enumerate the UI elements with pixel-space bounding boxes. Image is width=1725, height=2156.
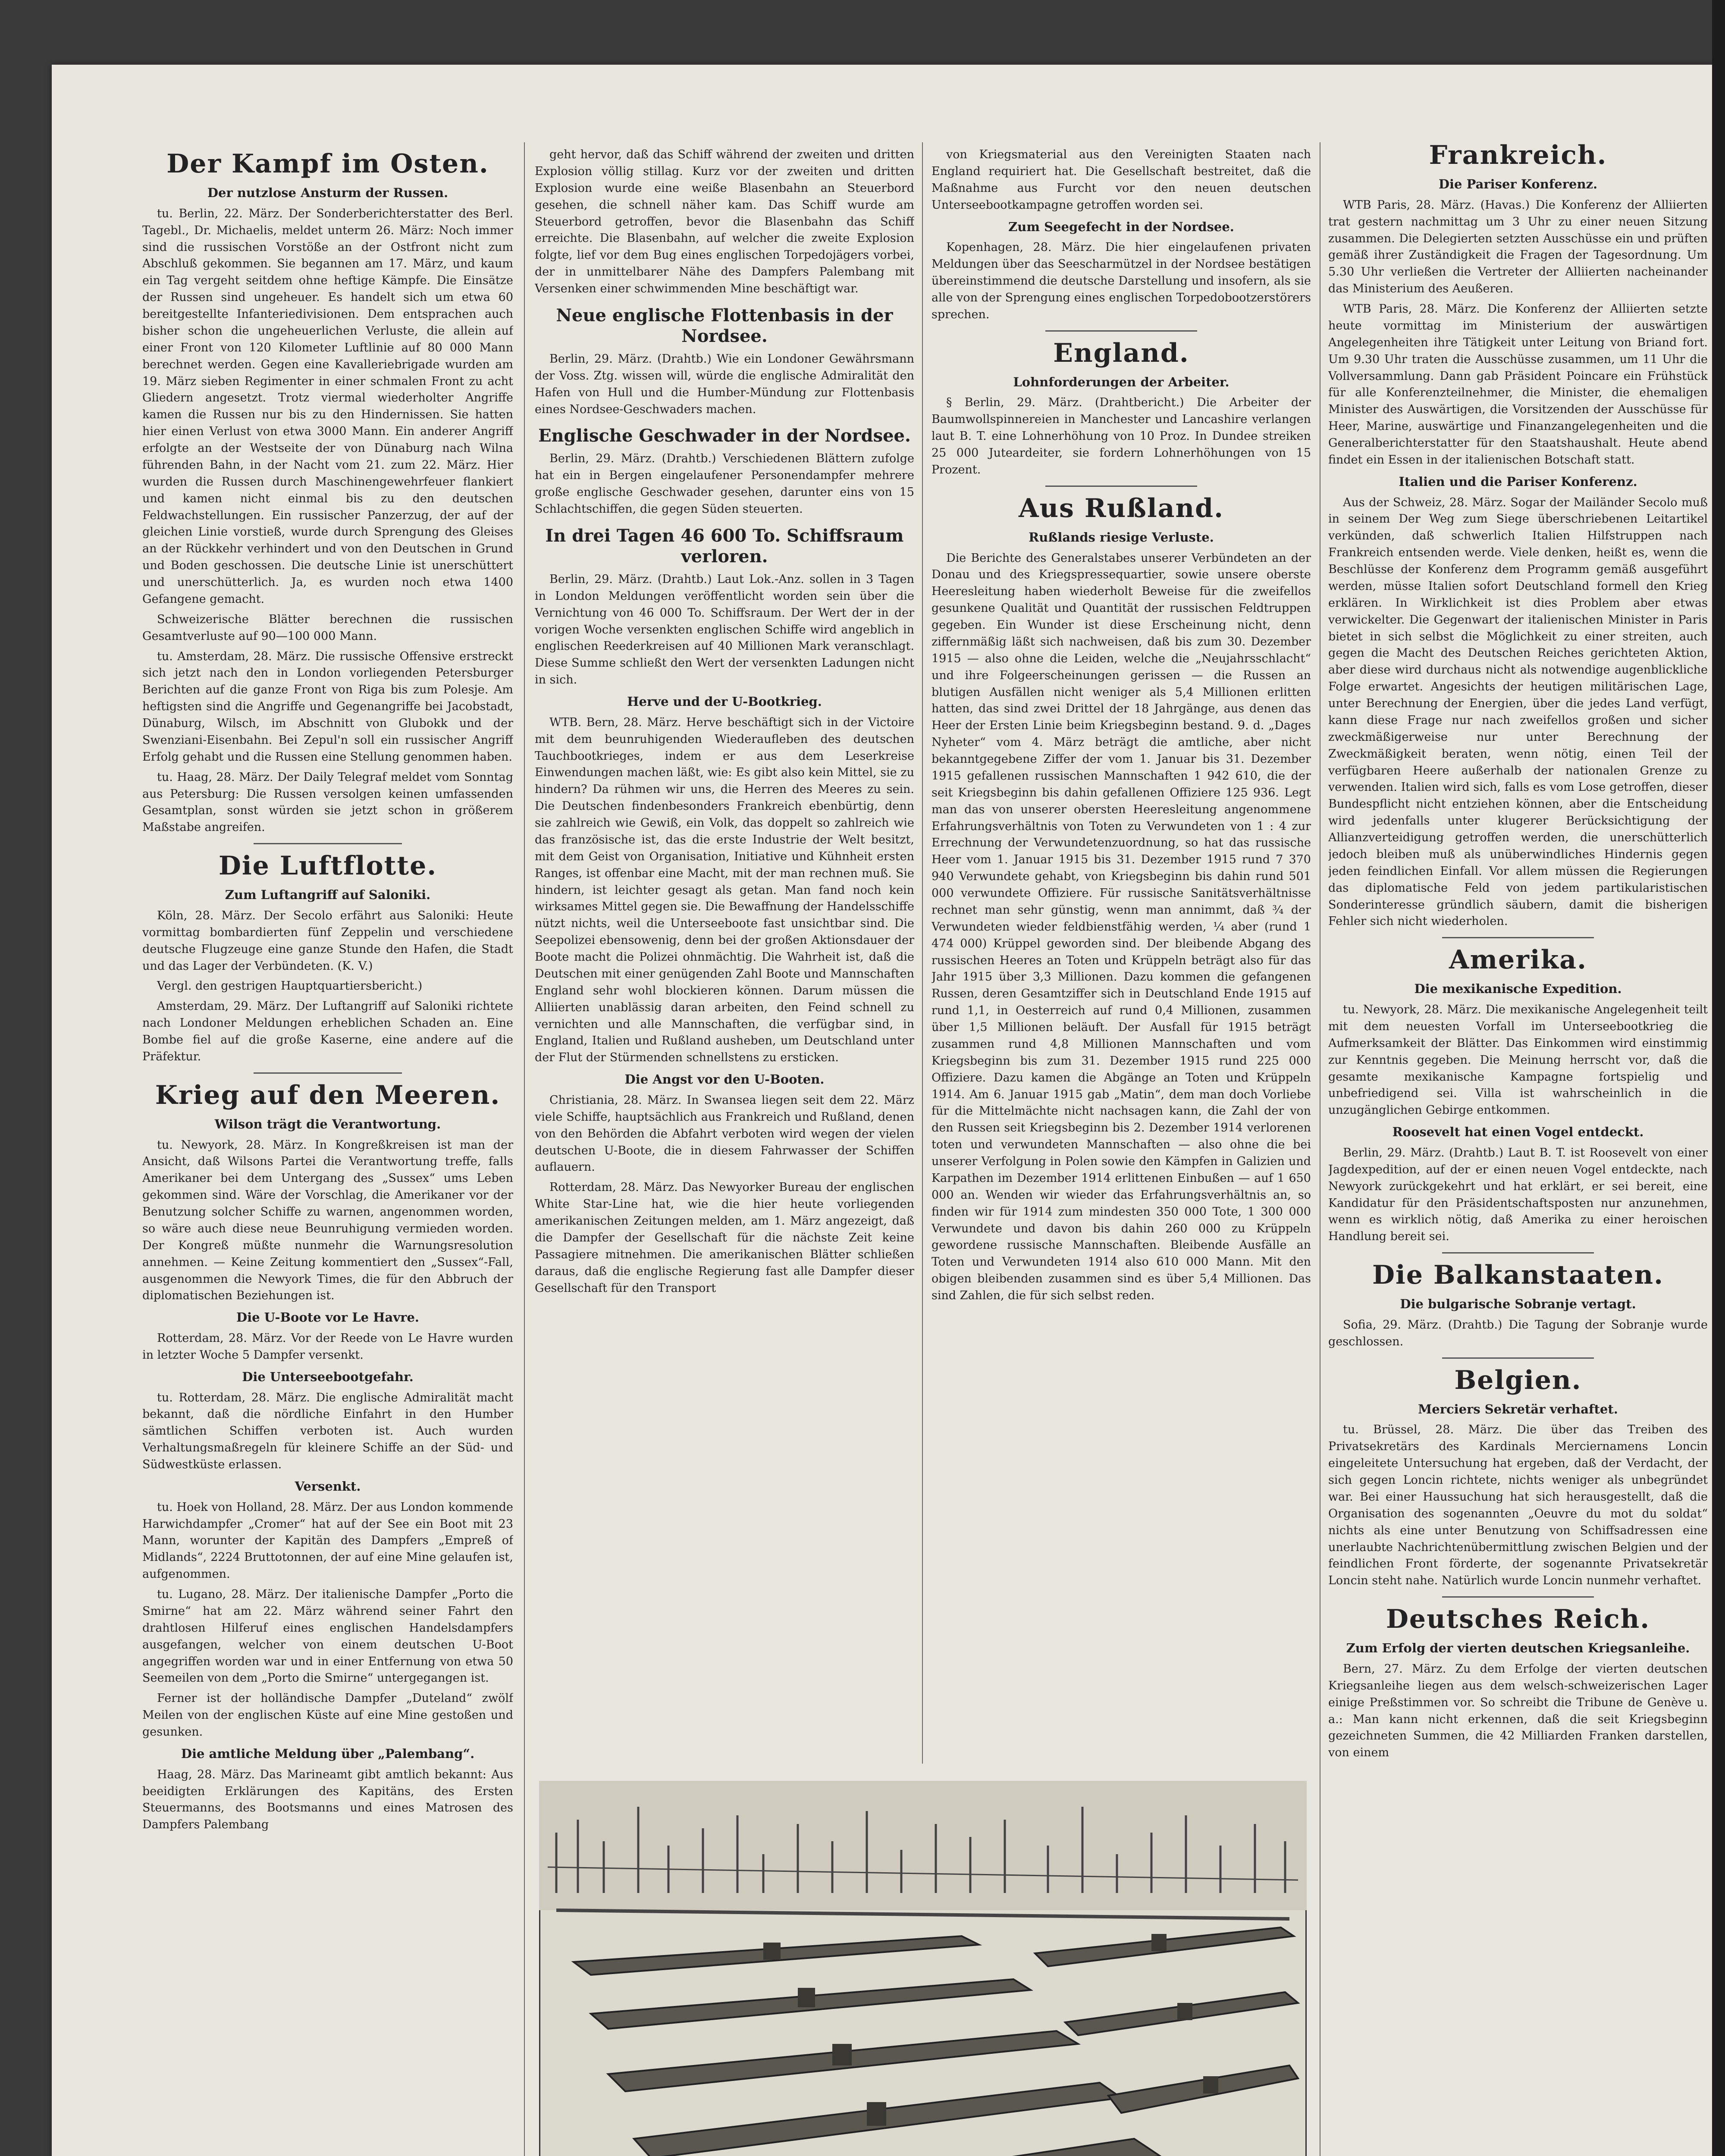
article-paragraph: WTB. Bern, 28. März. Herve beschäftigt sich in der Victoire mit dem beunruhigenden Wiederaufleben des deutschen Tauchbootkrieges, indem er aus dem Leserkreise Einwendungen machen läßt, wie: Es gibt also kein Mittel, sie zu hindern? Da rühmen wir uns, die Herren des Meeres zu sein. Die Deutschen findenbesonders Frankreich ebenbürtig, denn sie zahlreich wie Gewiß, ein Volk, das doppelt so zahlreich wie das französische ist, das die erste Industrie der Welt besitzt, mit dem Geist von Organisation, Initiative und Kühnheit ersten Ranges, ist offenbar eine Macht, mit der man rechnen muß. Sie hindern, ist leichter gesagt als getan. Man fand noch kein wirksames Mittel gegen sie. Die Bewaffnung der Handelsschiffe nützt nichts, weil die Unterseeboote fast unsichtbar sind. Die Seepolizei ebensowenig, denn bei der großen Aktionsdauer der Boote macht die Polizei ohnmächtig. Die Wahrheit ist, daß die Deutschen mit einer genügenden Zahl Boote und Mannschaften England sehr wohl blockieren können. Darum müssen die Alliierten unablässig daran arbeiten, den Feind schnell zu vernichten und alle Mannschaften, die verfügbar sind, in England, Italien und Rußland ausheben, um Deutschland unter der Flut der Stürmenden schnellstens zu ersticken. — [535, 715, 914, 1065]
article-paragraph: tu. Newyork, 28. März. In Kongreßkreisen ist man der Ansicht, daß Wilsons Partei die Verantwortung treffe, falls Amerikaner bei dem Untergang des „Sussex“ ums Leben gekommen sind. Wäre der Vorschlag, die Amerikaner vor der Benutzung solcher Schiffe zu warnen, angenommen worden, so wäre auch diese neue Beunruhigung vermieden worden. Der Kongreß müßte nunmehr die Warnungsresolution annehmen. — Keine Zeitung kommentiert den „Sussex“-Fall, ausgenommen die Newyork Times, die für den Abbruch der diplomatischen Beziehungen ist. — [142, 1138, 513, 1303]
subhead: Die Pariser Konferenz. — [1438, 177, 1598, 191]
subhead: Die mexikanische Expedition. — [1414, 981, 1622, 997]
subhead: Rußlands riesige Verluste. — [1029, 530, 1214, 545]
headline-flottenbasis: Neue englische Flottenbasis in der Nordsee. — [556, 305, 893, 346]
article-paragraph: Ferner ist der holländische Dampfer „Duteland“ zwölf Meilen von der englischen Küste auf eine Mine gestoßen und gesunken. — [142, 1692, 513, 1739]
article-paragraph: Berlin, 29. März. (Drahtb.) Verschiedenen Blättern zufolge hat ein in Bergen eingelaufener Personendampfer mehrere große englische Geschwader gesehen, darunter eins von 15 Schlachtschiffen, die gegen Süden steuerten. — [535, 452, 914, 516]
subhead: Wilson trägt die Verantwortung. — [214, 1116, 441, 1131]
article-paragraph: § Berlin, 29. März. (Drahtbericht.) Die Arbeiter der Baumwollspinnereien in Manchester und Lancashire verlangen laut B. T. eine Lohnerhöhung von 10 Proz. In Dundee streiken 25 000 Juteardeiter, sie fordern Lohnerhöhungen von 15 Prozent. — [932, 396, 1311, 476]
article-paragraph: Aus der Schweiz, 28. März. Sogar der Mailänder Secolo muß in seinem Der Weg zum Siege überschriebenen Leitartikel verkünden, daß schwerlich Italien Hilfstruppen nach Frankreich entsenden werde. Viele denken, heißt es, wenn die Beschlüsse der Konferenz dem Programm gemäß ausgeführt werden, müsse Italien sofort Deutschland formell den Krieg erklären. In Wirklichkeit ist dies Problem aber etwas verwickelter. Die Gegenwart der italienischen Minister in Paris bietet in sich selbst die Möglichkeit zu einer streiten, auch gegen die Macht des Deutschen Reiches gerichteten Aktion, aber diese wird durchaus nicht als notwendige augenblickliche Folge erwartet. Angesichts der heutigen militärischen Lage, unter Berechnung der Energien, über die jedes Land verfügt, kann diese Frage nur nach zweifellos großen und sicher zweckmäßigerweise nur unter Berechnung der Zweckmäßigkeit beraten, wenn nötig, einen Teil der verfügbaren Heere außerhalb der nationalen Grenze zu verwenden. Italien wird sich, falls es vom Lose getroffen, dieser Bundespflicht nicht entziehen können, aber die Entscheidung wird jedenfalls unter klugerer Berücksichtigung der Allianzverteidigung getroffen werden, die unerschütterlich jedoch bleiben muß als unüberwindliches Hindernis gegen jeden feindlichen Einfall. Vor allem müssen die Regierungen das diplomatische Feld von jedem partikularistischen Sonderinteresse gründlich säubern, damit die bisherigen Fehler sich nicht wiederholen. — [1328, 495, 1708, 928]
article-paragraph: tu. Amsterdam, 28. März. Die russische Offensive erstreckt sich jetzt nach den in London vorliegenden Petersburger Berichten auf die ganze Front von Riga bis zum Polesje. Am heftigsten sind die Angriffe und Gegenangriffe bei Jacobstadt, Dünaburg, Wilsch, im Abschnitt von Glubokk und der Swenziani-Eisenbahn. Bei Zepul'n soll ein russischer Angriff Erfolg gehabt und die Russen eine Stellung genommen haben. — [142, 649, 513, 764]
binding-edge — [1712, 0, 1725, 2156]
submarine-harbor-illustration — [539, 1781, 1307, 2156]
headline-osten: Der Kampf im Osten. — [166, 149, 489, 179]
column-1 — [142, 147, 513, 2156]
section-rule — [254, 1072, 402, 1074]
subhead: Roosevelt hat einen Vogel entdeckt. — [1392, 1125, 1644, 1140]
article-paragraph: Christiania, 28. März. In Swansea liegen seit dem 22. März viele Schiffe, hauptsächlich aus Frankreich und Rußland, denen von den Behörden die Abfahrt verboten wird wegen der vielen deutschen U-Boote, die in diesem Fahrwasser der Schiffen auflauern. — [535, 1093, 914, 1174]
subhead: Zum Seegefecht in der Nordsee. — [1008, 219, 1234, 234]
headline-deutsches-reich: Deutsches Reich. — [1386, 1604, 1650, 1635]
article-paragraph: tu. Brüssel, 28. März. Die über das Treiben des Privatsekretärs des Kardinals Merciernamens Loncin eingeleitete Untersuchung hat ergeben, daß der Verdacht, der sich gegen Loncin richtete, nichts weniger als unbegründet war. Bei einer Haussuchung hat sich herausgestellt, daß die Organisation des sogenannten „Oeuvre du mot du soldat“ nichts als eine unter Benutzung von Schiffsadressen eine unerlaubte Nachrichtenübermittlung zwischen Belgien und der feindlichen Front förderte, der sogenannte Privatsekretär Loncin steht nahe. Natürlich wurde Loncin nunmehr verhaftet. — [1328, 1423, 1708, 1588]
headline-meere: Krieg auf den Meeren. — [155, 1080, 501, 1110]
headline-luftflotte: Die Luftflotte. — [218, 851, 437, 881]
subhead: Italien und die Pariser Konferenz. — [1399, 474, 1637, 489]
article-paragraph: tu. Hoek von Holland, 28. März. Der aus London kommende Harwichdampfer „Cromer“ hat auf der See ein Boot mit 23 Mann, worunter der Kapitän des Dampfers „Empreß of Midlands“, 2224 Bruttotonnen, der auf eine Mine gelaufen ist, aufgenommen. — [142, 1500, 513, 1581]
article-paragraph: Kopenhagen, 28. März. Die hier eingelaufenen privaten Meldungen über das Seescharmützel in der Nordsee bestätigen übereinstimmend die deutsche Darstellung und insofern, als sie alle von der Sprengung eines englischen Torpedobootzerstörers sprechen. — [932, 241, 1311, 321]
article-paragraph: tu. Lugano, 28. März. Der italienische Dampfer „Porto die Smirne“ hat am 22. März während seiner Fahrt den drahtlosen Hilferuf eines englischen Handelsdampfers ausgefangen, welcher von einem deutschen U-Boot angegriffen worden war und in einer Entfernung von etwa 50 Seemeilen von dem „Porto die Smirne“ untergegangen ist. — [142, 1588, 513, 1685]
headline-schiffsraum: In drei Tagen 46 600 To. Schiffsraum verloren. — [545, 525, 904, 567]
section-rule — [1442, 1596, 1594, 1598]
article-paragraph: Vergl. den gestrigen Hauptquartiersbericht.) — [157, 979, 423, 993]
subhead: Die amtliche Meldung über „Palembang“. — [181, 1746, 475, 1761]
headline-balkan: Die Balkanstaaten. — [1372, 1260, 1664, 1291]
column-2 — [535, 147, 914, 1768]
subhead: Die U-Boote vor Le Havre. — [236, 1310, 420, 1325]
column-divider — [922, 142, 923, 1764]
article-paragraph: WTB Paris, 28. März. Die Konferenz der Alliierten setzte heute vormittag im Ministerium der auswärtigen Angelegenheiten ihre Tätigkeit unter Leitung von Briand fort. Um 9.30 Uhr traten die Ausschüsse zusammen, um 11 Uhr die Vollversammlung. Dann gab Präsident Poincare ein Frühstück für alle Konferenzteilnehmer, die Minister, die ehemaligen Minister des Auswärtigen, die Vorsitzenden der Ausschüsse für Heer, Marine, auswärtige und Finanzangelegenheiten und die Generalberichterstatter für den Staatshaushalt. Heute abend findet ein Essen in der italienischen Botschaft statt. — [1328, 302, 1708, 467]
column-divider — [524, 142, 525, 2156]
article-paragraph: Sofia, 29. März. (Drahtb.) Die Tagung der Sobranje wurde geschlossen. — [1328, 1318, 1708, 1348]
column-4 — [1328, 138, 1708, 2156]
headline-england: England. — [1053, 338, 1189, 368]
section-rule — [1442, 937, 1594, 938]
headline-belgien: Belgien. — [1454, 1365, 1582, 1395]
section-rule — [1045, 330, 1197, 332]
subhead: Herve und der U-Bootkrieg. — [627, 694, 822, 709]
article-paragraph: Rotterdam, 28. März. Das Newyorker Bureau der englischen White Star-Line hat, wie die hier heute vorliegenden amerikanischen Zeitungen melden, am 1. März angezeigt, daß die Dampfer der Gesellschaft für die nächste Zeit keine Passagiere mitnehmen. Die amerikanischen Blätter schließen daraus, daß die englische Regierung fast alle Dampfer dieser Gesellschaft für den Transport — [535, 1181, 914, 1295]
article-paragraph: Berlin, 29. März. (Drahtb.) Laut Lok.-Anz. sollen in 3 Tagen in London Meldungen veröffentlicht worden sein über die Vernichtung von 46 000 To. Schiffsraum. Der Wert der in der vorigen Woche versenkten englischen Schiffe wird angeblich in englischen Reederkreisen auf 40 Millionen Mark veranschlagt. Diese Summe schließt den Wert der versenkten Ladungen nicht in sich. — [535, 572, 914, 687]
subhead: Zum Erfolg der vierten deutschen Kriegsanleihe. — [1346, 1641, 1690, 1656]
subhead: Die Angst vor den U-Booten. — [624, 1072, 825, 1087]
article-paragraph: Haag, 28. März. Das Marineamt gibt amtlich bekannt: Aus beeidigten Erklärungen des Kapitäns, des Ersten Steuermanns, des Bootsmanns und eines Matrosen des Dampfers Palembang — [142, 1767, 513, 1832]
subhead: Der nutzlose Ansturm der Russen. — [207, 185, 448, 200]
column-3 — [932, 147, 1311, 1768]
subhead: Versenkt. — [295, 1479, 361, 1494]
headline-geschwader: Englische Geschwader in der Nordsee. — [538, 426, 911, 446]
subhead: Lohnforderungen der Arbeiter. — [1013, 374, 1229, 389]
article-paragraph: WTB Paris, 28. März. (Havas.) Die Konferenz der Alliierten trat gestern nachmittag um 3 Uhr zu einer neuen Sitzung zusammen. Die Delegierten setzten Ausschüsse ein und prüften gemäß ihrer Zuständigkeit die Fragen der Tagesordnung. Um 5.30 Uhr verließen die Vertreter der Alliierten nacheinander das Ministerium des Aeußeren. — [1328, 198, 1708, 296]
subhead: Die bulgarische Sobranje vertagt. — [1400, 1297, 1636, 1312]
article-paragraph: Schweizerische Blätter berechnen die russischen Gesamtverluste auf 90—100 000 Mann. — [142, 612, 513, 643]
subhead: Merciers Sekretär verhaftet. — [1418, 1401, 1618, 1416]
section-rule — [254, 843, 402, 844]
headline-frankreich: Frankreich. — [1429, 140, 1607, 170]
article-paragraph: Amsterdam, 29. März. Der Luftangriff auf Saloniki richtete nach Londoner Meldungen erheblichen Schaden an. Eine Bombe fiel auf die große Kaserne, eine andere auf die Präfektur. — [142, 1000, 513, 1063]
article-paragraph: Rotterdam, 28. März. Vor der Reede von Le Havre wurden in letzter Woche 5 Dampfer versenkt. — [142, 1332, 513, 1362]
headline-amerika: Amerika. — [1449, 945, 1587, 975]
subhead: Die Unterseebootgefahr. — [242, 1369, 414, 1384]
article-paragraph: von Kriegsmaterial aus den Vereinigten Staaten nach England requiriert hat. Die Gesellschaft bestreitet, daß die Maßnahme aus Furcht vor den neuen deutschen Unterseebootkampagne getroffen worden sei. — [932, 148, 1311, 212]
headline-russland: Aus Rußland. — [1018, 493, 1224, 523]
article-paragraph: geht hervor, daß das Schiff während der zweiten und dritten Explosion völlig stillag. Kurz vor der zweiten und dritten Explosion wurde eine weiße Blasenbahn an Steuerbord gesehen, die schnell näher kam. Das Schiff wurde am Steuerbord getroffen, bevor die Blasenbahn das Schiff erreichte. Die Blasenbahn, auf welcher die zweite Explosion folgte, lief vor dem Bug eines englischen Torpedojägers vorbei, der in unmittelbarer Nähe des Dampfers Palembang mit Versenken einer schwimmenden Mine beschäftigt war. — [535, 148, 914, 295]
article-paragraph: tu. Rotterdam, 28. März. Die englische Admiralität macht bekannt, daß die nördliche Einfahrt in den Humber sämtlichen Schiffen verboten ist. Auch wurden Verhaltungsmaßregeln für kleinere Schiffe an der Süd- und Südwestküste erlassen. — [142, 1391, 513, 1471]
article-paragraph: Die Berichte des Generalstabes unserer Verbündeten an der Donau und des Kriegspressequartier, sowie unsere oberste Heeresleitung haben wiederholt Beweise für die zweifellos gesunkene Qualität und Quantität der russischen Feldtruppen gegeben. Ein Wunder ist diese Erscheinung nicht, denn ziffernmäßig läßt sich nachweisen, daß bis zum 30. Dezember 1915 — also ohne die Leiden, welche die „Neujahrsschlacht“ und ihre Folgeerscheinungen gerissen — die Russen an blutigen Ausfällen nicht weniger als 5,4 Millionen erlitten hatten, das sind zwei Drittel der 18 Jahrgänge, aus denen das Heer der Ersten Linie beim Kriegsbeginn bestand. 9. d. „Dages Nyheter“ vom 4. März beträgt die amtliche, aber nicht bekanntgegebene Ziffer der vom 1. Januar bis 31. Dezember 1915 gefallenen russischen Mannschaften 1 942 610, die der seit Kriegsbeginn bis dahin gefallenen Offiziere 125 936. Legt man das von unserer obersten Heeresleitung angenommene Erfahrungsverhältnis von Toten zu Verwundeten von 1 : 4 zur Errechnung der Verwundetenzuordnung, so hat das russische Heer vom 1. Januar 1915 bis 31. Dezember 1915 rund 7 370 940 Verwundete gehabt, von Kriegsbeginn bis dahin rund 501 000 verwundete Offiziere. Für russische Sanitätsverhältnisse rechnet man sehr günstig, wenn man annimmt, daß ¾ der Verwundeten wieder feldbienstfähig werden, ¼ aber (rund 1 474 000) Krüppel geworden sind. Der bleibende Abgang des russischen Heeres an Toten und Krüppeln beträgt also für das Jahr 1915 über 3,3 Millionen. Dazu kommen die gefangenen Russen, deren Gesamtziffer sich in Deutschland Ende 1915 auf rund 1,1, in Oesterreich auf rund 0,4 Millionen, zusammen über 1,5 Millionen beläuft. Der Ausfall für 1915 beträgt zusammen rund 4,8 Millionen Mannschaften und vom Kriegsbeginn bis zum 31. Dezember 1915 rund 225 000 Offiziere. Dazu kamen die Abgänge an Toten und Krüppeln 1914. Am 6. Januar 1915 gab „Matin“, dem man doch Vorliebe für die Mittelmächte nicht nachsagen kann, die Zahl der von den Russen seit Kriegsbeginn bis 2. Dezember 1914 verlorenen toten und verwundeten Mannschaften — also ohne die bei unserer Verfolgung in Polen sowie den Kämpfen in Galizien und Karpathen im Dezember 1914 erlittenen Einbußen — auf 1 650 000 an. Wenden wir wieder das Erfahrungsverhältnis an, so finden wir für 1914 zum mindesten 350 000 Tote, 1 300 000 Verwundete und davon bis dahin 260 000 zu Krüppeln gewordene russische Mannschaften. Bleibende Ausfälle an Toten und Verwundeten 1914 also 610 000 Mann. Mit den obigen bleibenden zusammen sind es über 5,4 Millionen. Das sind Zahlen, die für sich selbst reden. — [932, 551, 1311, 1302]
article-paragraph: Bern, 27. März. Zu dem Erfolge der vierten deutschen Kriegsanleihe liegen aus dem welsch-schweizerischen Lager einige Preßstimmen vor. So schreibt die Tribune de Genève u. a.: Man kann nicht erkennen, daß die seit Kriegsbeginn gezeichneten Summen, die 42 Milliarden Franken darstellen, von einem — [1328, 1662, 1708, 1760]
article-paragraph: tu. Berlin, 22. März. Der Sonderberichterstatter des Berl. Tagebl., Dr. Michaelis, meldet unterm 26. März: Noch immer sind die russischen Vorstöße an der Ostfront nicht zum Abschluß gekommen. Sie begannen am 17. März, und kaum ein Tag vergeht seitdem ohne heftige Kämpfe. Die Einsätze der Russen sind ungeheuer. Es handelt sich um etwa 60 bereitgestellte Infanteriedivisionen. Dem entsprachen auch bisher schon die ungeheuerlichen Verluste, die allein auf einer Front von 120 Kilometer Luftlinie auf 80 000 Mann berechnet werden. Gegen eine Kavalleriebrigade wurden am 19. März sieben Regimenter in einer schmalen Front zu acht Gliedern angesetzt. Trotz viermal wiederholter Angriffe kamen die Russen nur bis zu den Hindernissen. Sie hatten hier einen Verlust von etwa 3000 Mann. Ein anderer Angriff erfolgte an der Westseite der von Dünaburg nach Wilna führenden Bahn, in der Nacht vom 21. zum 22. März. Hier wurden die Russen durch Maschinengewehrfeuer flankiert und kamen nicht einmal bis zu den deutschen Feldwachstellungen. Ein russischer Panzerzug, der auf der gleichen Linie vorstieß, wurde durch Sprengung des Gleises an der Rückkehr verhindert und von den Deutschen in Grund und Boden geschossen. Die deutsche Linie ist unerschüttert und unerschütterlich. Ja, es wurden noch etwa 1400 Gefangene gemacht. — [142, 207, 513, 606]
article-paragraph: tu. Haag, 28. März. Der Daily Telegraf meldet vom Sonntag aus Petersburg: Die Russen versolgen keinen umfassenden Gesamtplan, sonst würden sie jetzt schon in größerem Maßstabe angreifen. — [142, 770, 513, 834]
article-paragraph: Berlin, 29. März. (Drahtb.) Wie ein Londoner Gewährsmann der Voss. Ztg. wissen will, würde die englische Admiralität den Hafen von Hull und die Humber-Mündung zur Flottenbasis eines Nordsee-Geschwaders machen. — [535, 352, 914, 416]
section-rule — [1442, 1357, 1594, 1359]
article-paragraph: tu. Newyork, 28. März. Die mexikanische Angelegenheit teilt mit dem neuesten Vorfall im Unterseebootkrieg die Aufmerksamkeit der Blätter. Das Einkommen wird einstimmig zur Kenntnis gegeben. Die Meinung herrscht vor, daß die gesamte mexikanische Kampagne fortspielig und unbefriedigend sei. Villa ist wahrscheinlich in die unzugänglichen Gebirge entkommen. — [1328, 1003, 1708, 1117]
section-rule — [1442, 1252, 1594, 1253]
article-paragraph: Köln, 28. März. Der Secolo erfährt aus Saloniki: Heute vormittag bombardierten fünf Zeppelin und verschiedene deutsche Flugzeuge eine ganze Stunde den Hafen, die Stadt und das Lager der Verbündeten. (K. V.) — [142, 909, 513, 973]
subhead: Zum Luftangriff auf Saloniki. — [225, 887, 431, 903]
section-rule — [1045, 486, 1197, 487]
article-paragraph: Berlin, 29. März. (Drahtb.) Laut B. T. ist Roosevelt von einer Jagdexpedition, auf der er einen neuen Vogel entdeckte, nach Newyork zurückgekehrt und hat erklärt, er sei bereit, eine Kandidatur für den Präsidentschaftsposten nur anzunehmen, wenn es wirklich nötig, daß Amerika zu einer heroischen Handlung bereit sei. — [1328, 1146, 1708, 1244]
